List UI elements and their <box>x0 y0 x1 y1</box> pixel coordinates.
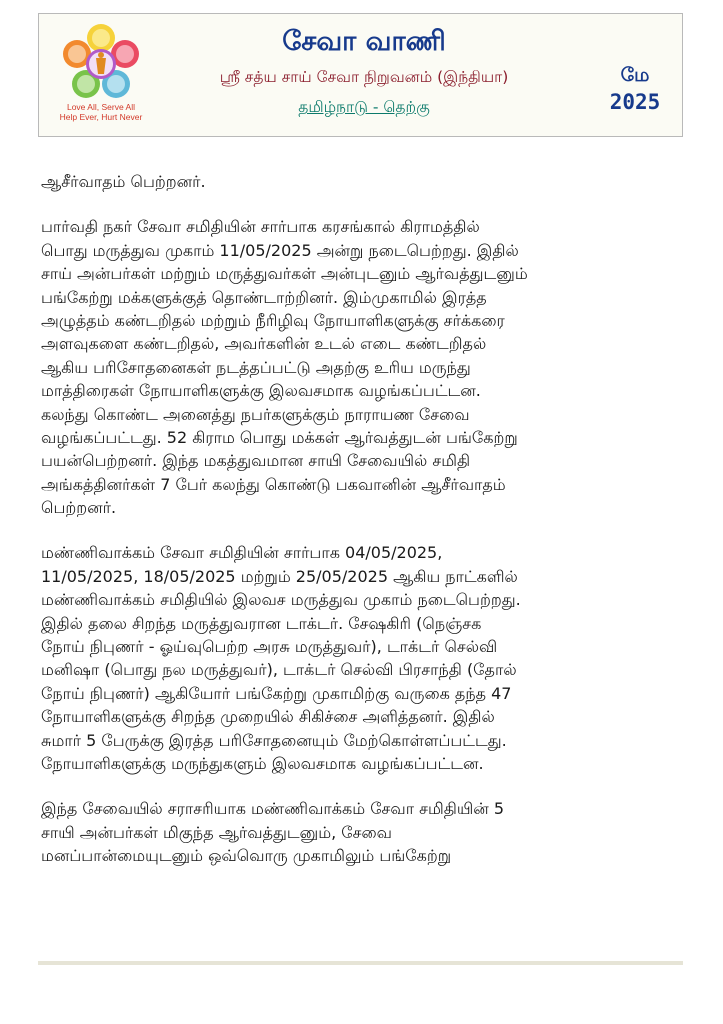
text-line: இதில் தலை சிறந்த மருத்துவரான டாக்டர். சேஷகிரி (நெஞ்சக <box>41 613 482 633</box>
issue-month: மே <box>620 64 650 86</box>
sai-organisation-logo <box>61 24 141 104</box>
text-line: மண்ணிவாக்கம் சமிதியில் இலவச மருத்துவ முகாம் நடைபெற்றது. <box>41 590 521 610</box>
paragraph-mannivakkam-camp <box>41 541 691 775</box>
text-line: நோய் நிபுணர்) ஆகியோர் பங்கேற்று முகாமிற்கு வருகை தந்த 47 <box>41 683 512 703</box>
text-line: கலந்து கொண்ட அனைத்து நபர்களுக்கும் நாராயண சேவை <box>41 404 470 424</box>
text-line: மனிஷா (பொது நல மருத்துவர்), டாக்டர் செல்வி பிரசாந்தி (தோல் <box>41 660 517 680</box>
newsletter-title: சேவா வாணி <box>282 26 446 57</box>
text-line: நோயாளிகளுக்கு சிறந்த முறையில் சிகிச்சை அளித்தனர். இதில் <box>41 707 495 727</box>
text-line: பெற்றனர். <box>41 498 117 518</box>
text-line: நோயாளிகளுக்கு மருந்துகளும் இலவசமாக வழங்கப்பட்டன. <box>41 753 484 773</box>
text-line: அழுத்தம் கண்டறிதல் மற்றும் நீரிழிவு நோயாளிகளுக்கு சர்க்கரை <box>41 310 505 330</box>
text-line: ஆகிய பரிசோதனைகள் நடத்தப்பட்டு அதற்கு உரிய மருந்து <box>41 357 471 377</box>
text-line: மாத்திரைகள் நோயாளிகளுக்கு இலவசமாக வழங்கப்பட்டன. <box>41 381 481 401</box>
article-body <box>41 170 691 868</box>
paragraph-parvathi-nagar-camp <box>41 215 691 519</box>
text-line: மண்ணிவாக்கம் சேவா சமிதியின் சார்பாக 04/05/2025, <box>41 543 443 563</box>
text-line: சாய் அன்பர்கள் மற்றும் மருத்துவர்கள் அன்புடனும் ஆர்வத்துடனும் <box>41 264 528 284</box>
text-line: இந்த சேவையில் சராசரியாக மண்ணிவாக்கம் சேவா சமிதியின் 5 <box>41 799 505 819</box>
paragraph-volunteers <box>41 797 691 867</box>
newsletter-header <box>38 13 683 137</box>
text-line: அங்கத்தினர்கள் 7 பேர் கலந்து கொண்டு பகவானின் ஆசீர்வாதம் <box>41 474 506 494</box>
region-link[interactable]: தமிழ்நாடு - தெற்கு <box>298 98 430 116</box>
text-line: பார்வதி நகர் சேவா சமிதியின் சார்பாக கரசங்கால் கிராமத்தில் <box>41 217 480 237</box>
text-line: ஆசீர்வாதம் பெற்றனர். <box>41 172 206 191</box>
text-line: வழங்கப்பட்டது. 52 கிராம பொது மக்கள் ஆர்வத்துடன் பங்கேற்று <box>41 427 518 447</box>
issue-year: 2025 <box>609 90 661 114</box>
text-line: அளவுகளை கண்டறிதல், அவர்களின் உடல் எடை கண்டறிதல் <box>41 334 487 354</box>
footer-divider <box>38 961 683 965</box>
logo-motto <box>55 102 147 122</box>
paragraph-closing-blessing <box>41 170 691 193</box>
motto-line: Help Ever, Hurt Never <box>59 112 143 122</box>
organisation-name: ஸ்ரீ சத்ய சாய் சேவா நிறுவனம் (இந்தியா) <box>219 68 509 86</box>
text-line: சுமார் 5 பேருக்கு இரத்த பரிசோதனையும் மேற்கொள்ளப்பட்டது. <box>41 730 507 750</box>
text-line: பங்கேற்று மக்களுக்குத் தொண்டாற்றினர். இம்முகாமில் இரத்த <box>41 287 487 307</box>
text-line: மனப்பான்மையுடனும் ஒவ்வொரு முகாமிலும் பங்கேற்று <box>41 846 452 866</box>
text-line: சாயி அன்பர்கள் மிகுந்த ஆர்வத்துடனும், சேவை <box>41 822 392 842</box>
text-line: பொது மருத்துவ முகாம் 11/05/2025 அன்று நடைபெற்றது. இதில் <box>41 240 519 260</box>
text-line: 11/05/2025, 18/05/2025 மற்றும் 25/05/2025 ஆகிய நாட்களில் <box>41 566 518 586</box>
text-line: நோய் நிபுணர் - ஓய்வுபெற்ற அரசு மருத்துவர்), டாக்டர் செல்வி <box>41 637 498 657</box>
text-line: பயன்பெற்றனர். இந்த மகத்துவமான சாயி சேவையில் சமிதி <box>41 451 471 471</box>
motto-line: Love All, Serve All <box>66 102 136 112</box>
